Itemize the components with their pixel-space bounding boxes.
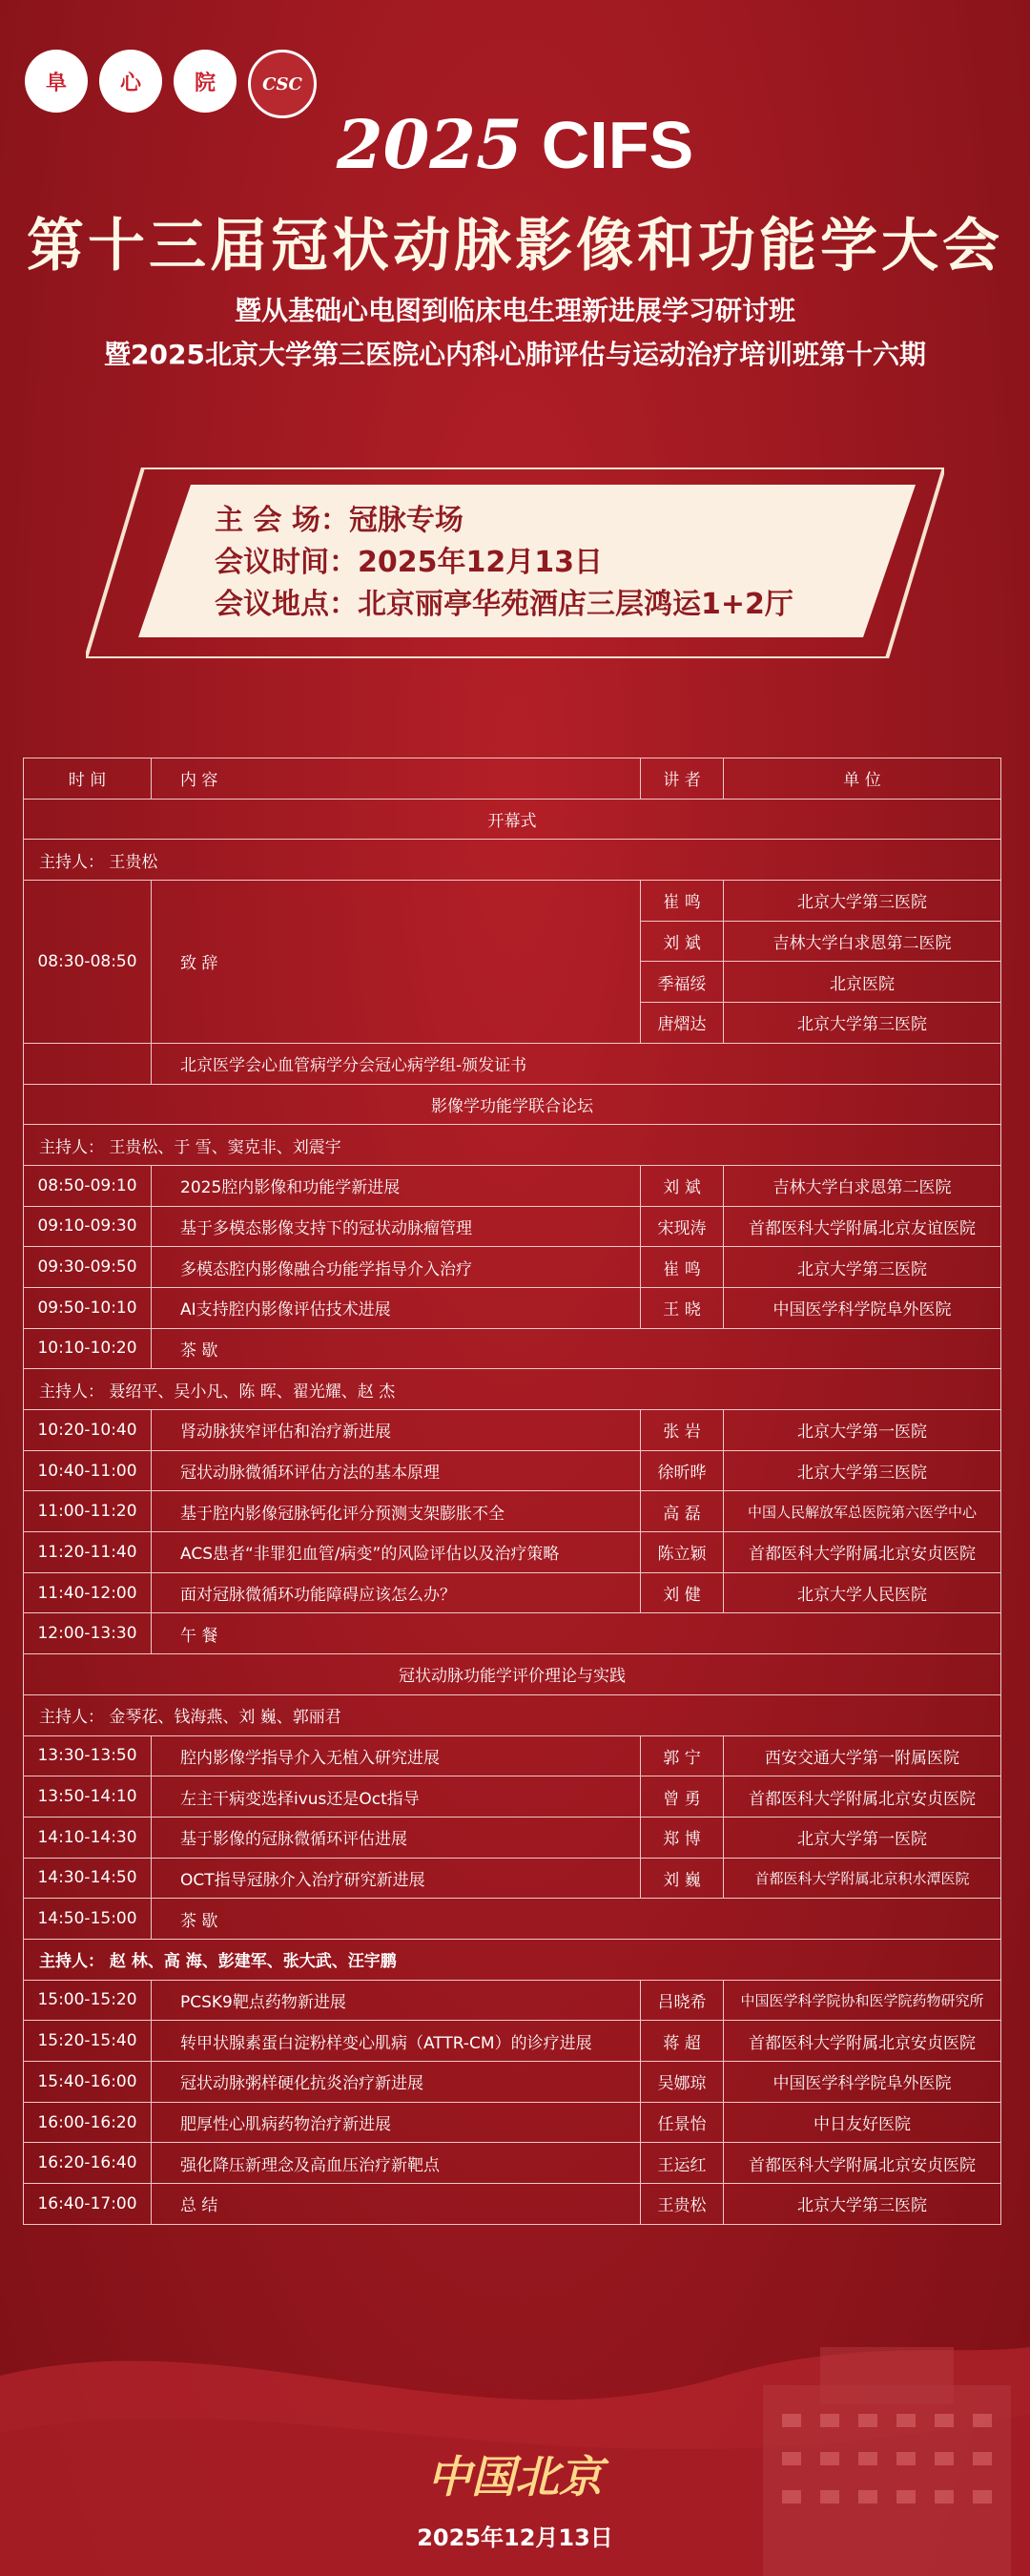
- lunch-row: 12:00-13:30 午 餐: [24, 1613, 1001, 1654]
- table-row: 09:10-09:30 基于多模态影像支持下的冠状动脉瘤管理 宋现涛 首都医科大学附属北京友谊医院: [24, 1206, 1001, 1247]
- banner-rows: [215, 500, 793, 626]
- time-cell: 08:30-08:50: [24, 881, 152, 1044]
- host-row: 主持人： 王贵松: [24, 840, 1001, 881]
- place-row: 会议地点：北京丽亭华苑酒店三层鸿运1+2厅: [215, 588, 793, 621]
- footer-date: 2025年12月13日: [417, 2524, 613, 2551]
- speaker-cell: 唐熠达: [641, 1003, 724, 1044]
- speaker-cell: 季福绥: [641, 962, 724, 1003]
- section-opening: 开幕式: [24, 799, 1001, 840]
- csc-logo: CSC: [248, 50, 317, 118]
- table-row: 08:50-09:10 2025腔内影像和功能学新进展 刘 斌 吉林大学白求恩第二医院: [24, 1165, 1001, 1206]
- host-row: 主持人： 王贵松、于 雪、窦克非、刘震宇: [24, 1125, 1001, 1166]
- header-speaker: 讲 者: [641, 758, 724, 800]
- header-content: 内 容: [152, 758, 641, 800]
- event-brand: [0, 105, 1030, 184]
- table-row: 15:40-16:00 冠状动脉粥样硬化抗炎治疗新进展 吴娜琼 中国医学科学院阜外医院: [24, 2062, 1001, 2103]
- heart-society-logo: 心: [99, 50, 162, 113]
- unit-cell: 北京医院: [724, 962, 1001, 1003]
- table-row: 13:30-13:50 腔内影像学指导介入无植入研究进展 郭 宁 西安交通大学第一附属医院: [24, 1735, 1001, 1776]
- table-row: 16:20-16:40 强化降压新理念及高血压治疗新靶点 王运红 首都医科大学附属北京安贞医院: [24, 2143, 1001, 2184]
- content-cell: 致 辞: [152, 881, 641, 1044]
- table-row: 14:30-14:50 OCT指导冠脉介入治疗研究新进展 刘 巍 首都医科大学附属北京积水潭医院: [24, 1858, 1001, 1899]
- table-row: 14:10-14:30 基于影像的冠脉微循环评估进展 郑 博 北京大学第一医院: [24, 1817, 1001, 1858]
- event-subtitle-2: 暨2025北京大学第三医院心内科心肺评估与运动治疗培训班第十六期: [104, 339, 926, 370]
- table-row: 10:40-11:00 冠状动脉微循环评估方法的基本原理 徐昕晔 北京大学第三医院: [24, 1450, 1001, 1491]
- break-row: 14:50-15:00 茶 歇: [24, 1899, 1001, 1940]
- venue-value: 冠脉专场: [348, 504, 464, 537]
- unit-cell: 北京大学第三医院: [724, 1003, 1001, 1044]
- time-value: 2025年12月13日: [358, 546, 603, 579]
- section-forum: 影像学功能学联合论坛: [24, 1084, 1001, 1125]
- unit-cell: 吉林大学白求恩第二医院: [724, 921, 1001, 962]
- table-row: 13:50-14:10 左主干病变选择ivus还是Oct指导 曾 勇 首都医科大学附属北京安贞医院: [24, 1776, 1001, 1818]
- host-row: 主持人： 聂绍平、吴小凡、陈 晖、翟光耀、赵 杰: [24, 1369, 1001, 1410]
- table-row: 15:00-15:20 PCSK9靶点药物新进展 吕晓希 中国医学科学院协和医学院药物研究所: [24, 1980, 1001, 2021]
- table-row: 11:20-11:40 ACS患者“非罪犯血管/病变”的风险评估以及治疗策略 陈立颖 首都医科大学附属北京安贞医院: [24, 1532, 1001, 1573]
- host-row: 主持人： 赵 林、高 海、彭建军、张大武、汪宇鹏: [24, 1939, 1001, 1980]
- table-row: 10:20-10:40 肾动脉狭窄评估和治疗新进展 张 岩 北京大学第一医院: [24, 1410, 1001, 1451]
- table-row: 09:30-09:50 多模态腔内影像融合功能学指导介入治疗 崔 鸣 北京大学第三医院: [24, 1247, 1001, 1288]
- place-value: 北京丽亭华苑酒店三层鸿运1+2厅: [358, 588, 793, 621]
- event-title: 第十三届冠状动脉影像和功能学大会: [27, 213, 1003, 280]
- time-row: 会议时间：2025年12月13日: [215, 546, 603, 579]
- info-banner: [86, 467, 944, 658]
- table-row: 11:40-12:00 面对冠脉微循环功能障碍应该怎么办？ 刘 健 北京大学人民医院: [24, 1572, 1001, 1613]
- table-row: 09:50-10:10 AI支持腔内影像评估技术进展 王 晓 中国医学科学院阜外医院: [24, 1287, 1001, 1328]
- section-function: 冠状动脉功能学评价理论与实践: [24, 1654, 1001, 1695]
- table-row: 15:20-15:40 转甲状腺素蛋白淀粉样变心肌病（ATTR-CM）的诊疗进展 蒋 超 首都医科大学附属北京安贞医院: [24, 2021, 1001, 2062]
- speaker-cell: 刘 斌: [641, 921, 724, 962]
- footer-city: 中国北京: [427, 2451, 603, 2503]
- table-row: [24, 1043, 1001, 1084]
- event-year: 2025: [336, 105, 523, 184]
- table-row: 11:00-11:20 基于腔内影像冠脉钙化评分预测支架膨胀不全 高 磊 中国人民解放军总医院第六医学中心: [24, 1491, 1001, 1532]
- table-row: 16:00-16:20 肥厚性心肌病药物治疗新进展 任景怡 中日友好医院: [24, 2102, 1001, 2143]
- table-row: [24, 881, 1001, 922]
- table-header-row: [24, 758, 1001, 800]
- speaker-cell: 崔 鸣: [641, 881, 724, 922]
- host-row: 主持人： 金琴花、钱海燕、刘 巍、郭丽君: [24, 1694, 1001, 1735]
- schedule-table: [23, 758, 1001, 2225]
- header-time: 时 间: [24, 758, 152, 800]
- event-subtitle-1: 暨从基础心电图到临床电生理新进展学习研讨班: [234, 295, 795, 326]
- header-unit: 单 位: [724, 758, 1001, 800]
- venue-row: 主 会 场：冠脉专场: [215, 504, 464, 537]
- hospital-logo-2: 院: [174, 50, 237, 113]
- table-row: 16:40-17:00 总 结 王贵松 北京大学第三医院: [24, 2184, 1001, 2225]
- hospital-logo-1: 阜: [25, 50, 88, 113]
- event-acronym: CIFS: [541, 108, 694, 182]
- break-row: 10:10-10:20 茶 歇: [24, 1328, 1001, 1369]
- award-cell: 北京医学会心血管病学分会冠心病学组-颁发证书: [152, 1043, 1001, 1084]
- unit-cell: 北京大学第三医院: [724, 881, 1001, 922]
